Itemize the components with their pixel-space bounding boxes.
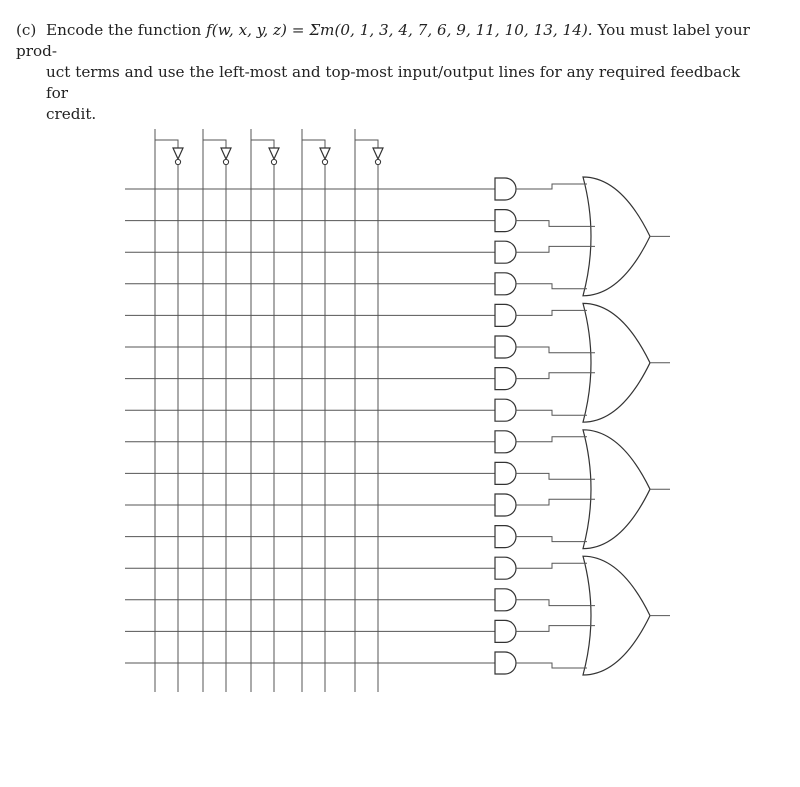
and-gate-icon-15 [495,652,516,674]
and-gate-icon-2 [495,241,516,263]
and-to-or-wire-13 [516,600,595,606]
inverter-tap-1 [203,140,226,146]
and-gate-icon-13 [495,589,516,611]
or-gate-icon-2 [583,430,650,549]
and-to-or-wire-1 [516,221,595,227]
inverter-tap-2 [251,140,274,146]
and-to-or-wire-11 [516,537,587,542]
or-gate-icon-3 [583,556,650,675]
and-to-or-wire-12 [516,563,587,568]
or-gate-icon-0 [583,177,650,296]
and-gate-icon-11 [495,526,516,548]
inverter-bubble-icon-1 [223,159,228,164]
inverter-bubble-icon-4 [375,159,380,164]
and-to-or-wire-2 [516,246,595,252]
part-label: (c) [16,21,37,39]
problem-line1-rest: You must label your prod- [16,21,750,60]
and-to-or-wire-8 [516,437,587,442]
problem-intro: Encode the function [46,21,207,39]
problem-line2: uct terms and use the left-most and top-most input/output lines for any required feedback for [46,63,741,102]
inverter-icon-4 [373,148,383,159]
and-gate-icon-6 [495,368,516,390]
and-to-or-wire-9 [516,473,595,479]
and-to-or-wire-6 [516,373,595,379]
or-gate-icon-1 [583,303,650,422]
inverter-icon-3 [320,148,330,159]
and-to-or-wire-3 [516,284,587,289]
inverter-icon-1 [221,148,231,159]
and-gate-icon-12 [495,557,516,579]
and-gate-icon-0 [495,178,516,200]
and-to-or-wire-4 [516,310,587,315]
and-gate-icon-3 [495,273,516,295]
inverter-bubble-icon-2 [271,159,276,164]
and-to-or-wire-15 [516,663,587,668]
inverter-bubble-icon-3 [322,159,327,164]
inverter-bubble-icon-0 [175,159,180,164]
and-gate-icon-1 [495,210,516,232]
and-gate-icon-10 [495,494,516,516]
and-to-or-wire-5 [516,347,595,353]
problem-line3: credit. [46,105,97,123]
and-to-or-wire-10 [516,499,595,505]
inverter-tap-4 [355,140,378,146]
and-to-or-wire-0 [516,184,587,189]
and-gate-icon-14 [495,620,516,642]
and-gate-icon-5 [495,336,516,358]
inverter-tap-0 [155,140,178,146]
inverter-icon-2 [269,148,279,159]
and-gate-icon-9 [495,462,516,484]
inverter-icon-0 [173,148,183,159]
and-to-or-wire-14 [516,626,595,632]
function-definition: f(w, x, y, z) = Σm(0, 1, 3, 4, 7, 6, 9, 11, 10, 13, 14). [206,21,593,39]
and-gate-icon-8 [495,431,516,453]
and-gate-icon-4 [495,304,516,326]
and-to-or-wire-7 [516,410,587,415]
inverter-tap-3 [302,140,325,146]
and-gate-icon-7 [495,399,516,421]
